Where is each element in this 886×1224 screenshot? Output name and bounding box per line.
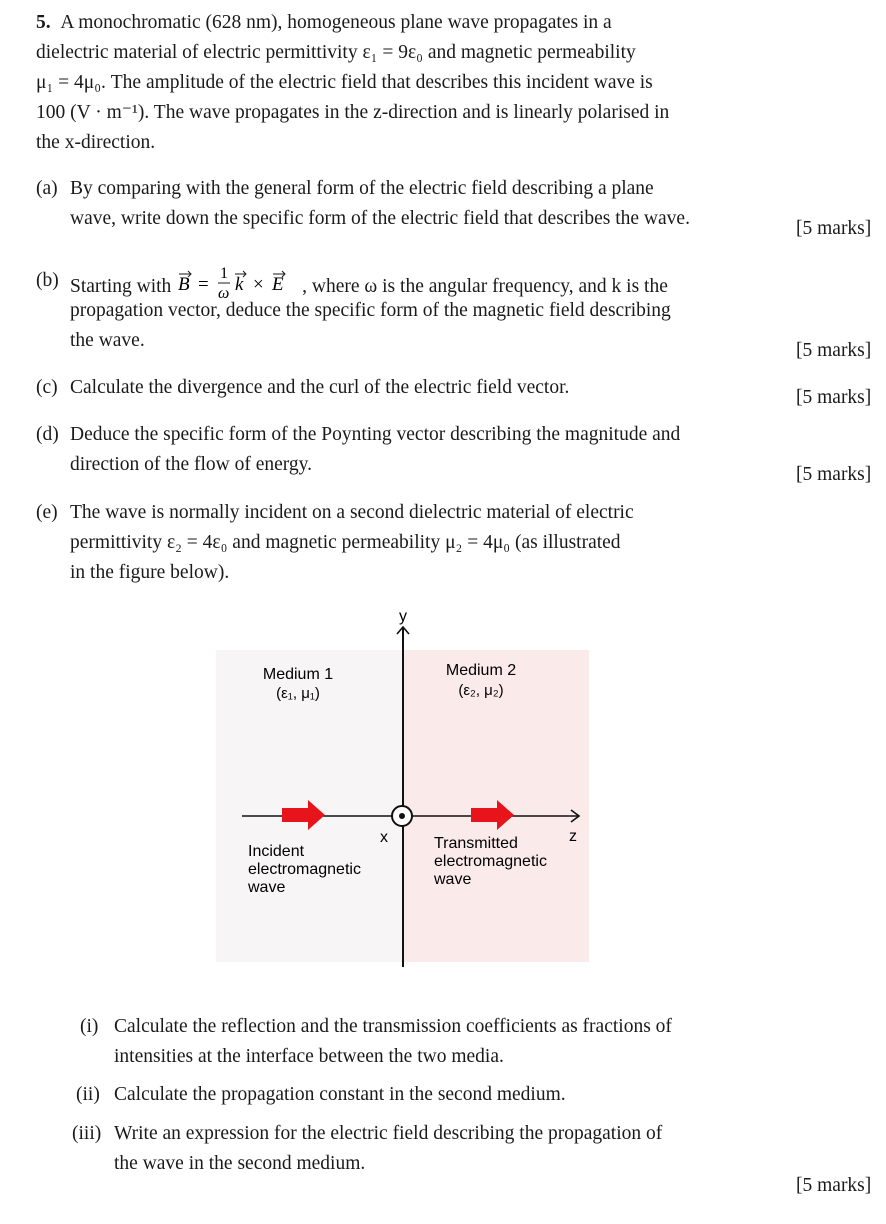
question-intro-line-4: 100 (V · m⁻¹). The wave propagates in the z-direction and is linearly polarised in [36, 102, 670, 123]
medium-1-params: (ε₁, μ₁) [276, 685, 320, 702]
part-e-marks: [5 marks] [796, 1175, 872, 1196]
question-intro-line-3: μ₁ = 4μ₀. The amplitude of the electric field that describes this incident wave is [36, 72, 653, 93]
svg-text:k: k [235, 274, 244, 295]
question-number: 5. [36, 12, 51, 33]
medium-2-label: Medium 2 [445, 662, 517, 679]
media-interface-figure [210, 600, 610, 975]
svg-text:1: 1 [220, 265, 229, 282]
part-e-iii-label: (iii) [72, 1123, 102, 1144]
part-e-i-label: (i) [80, 1016, 99, 1037]
svg-text:ω: ω [218, 285, 230, 298]
svg-text:B: B [178, 274, 190, 295]
part-c-label: (c) [36, 377, 58, 398]
part-e-i-line-2: intensities at the interface between the two media. [114, 1046, 504, 1067]
incident-label-line-1: Incident [248, 843, 305, 860]
part-e-iii-line-2: the wave in the second medium. [114, 1153, 366, 1174]
part-b-line-2: propagation vector, deduce the specific form of the magnetic field describing [70, 300, 671, 321]
part-e-line-1: The wave is normally incident on a second dielectric material of electric [70, 502, 634, 523]
part-c-marks: [5 marks] [796, 387, 872, 408]
part-d-marks: [5 marks] [796, 464, 872, 485]
y-axis-label: y [399, 608, 407, 625]
part-b-line-1: Starting with B = 1 ω k × E , where ω is the angular frequency, and k is the [70, 270, 668, 298]
question-intro-line-5: the x-direction. [36, 132, 156, 153]
transmitted-label-line-3: wave [434, 871, 472, 888]
formula-svg [176, 258, 302, 298]
part-e-label: (e) [36, 502, 58, 523]
part-b-label: (b) [36, 270, 59, 291]
part-b-marks: [5 marks] [796, 340, 872, 361]
part-e-line-3: in the figure below). [70, 562, 230, 583]
svg-text:=: = [198, 274, 209, 295]
part-b-line-3: the wave. [70, 330, 145, 351]
part-d-line-1: Deduce the specific form of the Poynting vector describing the magnitude and [70, 424, 681, 445]
svg-text:×: × [253, 274, 264, 295]
part-a-label: (a) [36, 178, 58, 199]
b-equals-formula [176, 265, 302, 298]
part-c-line-1: Calculate the divergence and the curl of the electric field vector. [70, 377, 570, 398]
question-intro-line-2: dielectric material of electric permittivity ε₁ = 9ε₀ and magnetic permeability [36, 42, 636, 63]
transmitted-label-line-1: Transmitted [434, 835, 518, 852]
transmitted-label-line-2: electromagnetic [434, 853, 547, 870]
part-e-ii-line-1: Calculate the propagation constant in the second medium. [114, 1084, 566, 1105]
part-a-line-1: By comparing with the general form of the electric field describing a plane [70, 178, 654, 199]
incident-label-line-3: wave [248, 879, 286, 896]
medium-1-label: Medium 1 [262, 666, 334, 683]
part-a-line-2: wave, write down the specific form of the electric field that describes the wave. [70, 208, 690, 229]
part-d-label: (d) [36, 424, 59, 445]
part-e-ii-label: (ii) [76, 1084, 100, 1105]
part-e-line-2: permittivity ε₂ = 4ε₀ and magnetic permeability μ₂ = 4μ₀ (as illustrated [70, 532, 621, 553]
part-d-line-2: direction of the flow of energy. [70, 454, 313, 475]
x-axis-dot [399, 813, 405, 819]
incident-label-line-2: electromagnetic [248, 861, 361, 878]
part-e-i-line-1: Calculate the reflection and the transmission coefficients as fractions of [114, 1016, 672, 1037]
svg-text:E: E [272, 274, 284, 295]
part-e-iii-line-1: Write an expression for the electric field describing the propagation of [114, 1123, 663, 1144]
z-axis-label: z [569, 828, 577, 845]
part-a-marks: [5 marks] [796, 218, 872, 239]
medium-2-params: (ε₂, μ₂) [458, 682, 504, 699]
question-intro-line-1: 5. A monochromatic (628 nm), homogeneous plane wave propagates in a [36, 12, 612, 33]
x-axis-label: x [380, 829, 388, 846]
